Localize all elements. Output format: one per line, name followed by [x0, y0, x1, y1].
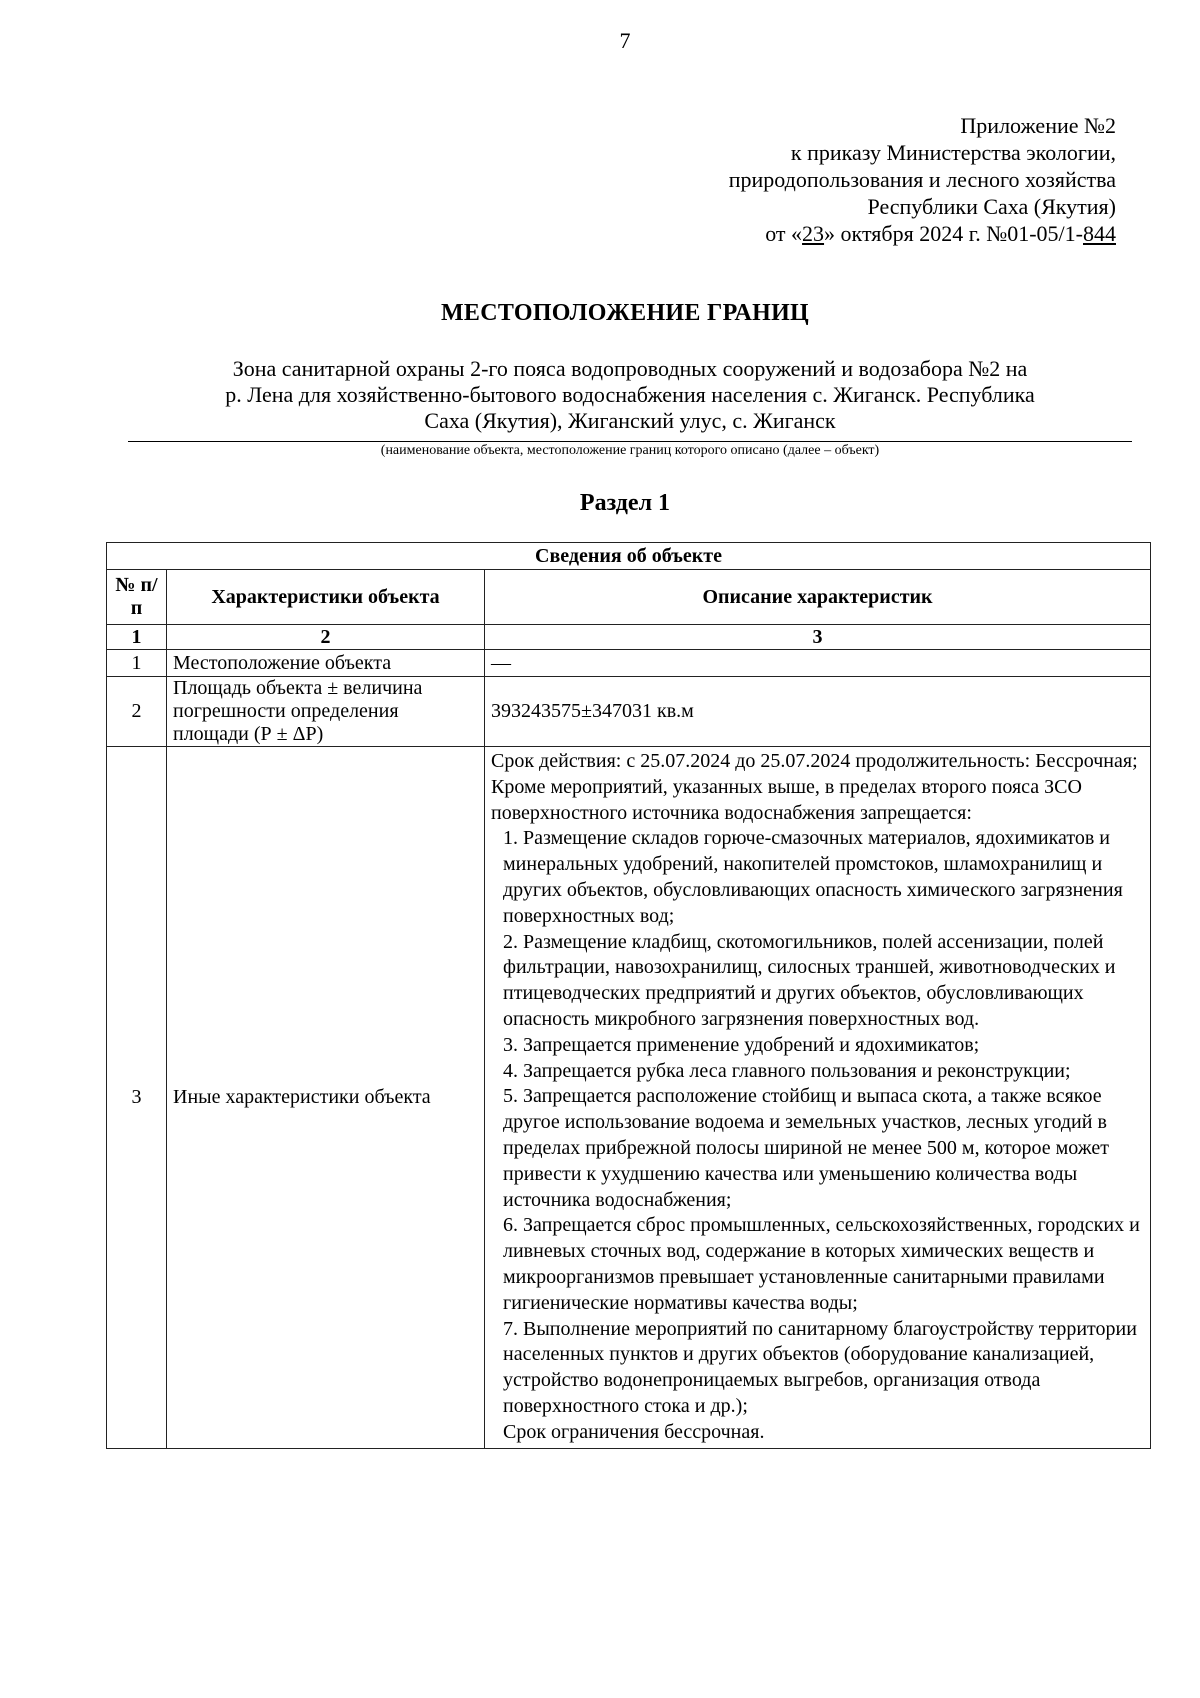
row-number: 2	[107, 677, 167, 747]
appendix-order-line	[729, 220, 1116, 247]
restriction-item: 3. Запрещается применение удобрений и ядохимикатов;	[503, 1033, 980, 1056]
restriction-item: 4. Запрещается рубка леса главного пользования и реконструкции;	[503, 1059, 1071, 1082]
restriction-item: 2. Размещение кладбищ, скотомогильников, полей ассенизации, полей фильтрации, навозохранилищ, силосных траншей, животноводческих и птицеводческих предприятий и других объектов, обусловливающих опасность микробного загрязнения поверхностных вод.	[503, 930, 1116, 1030]
document-title: МЕСТОПОЛОЖЕНИЕ ГРАНИЦ	[440, 300, 810, 326]
object-name-caption: (наименование объекта, местоположение границ которого описано (далее – объект)	[380, 443, 880, 458]
object-info-table	[106, 542, 1151, 1449]
header-characteristic: Характеристики объекта	[167, 570, 485, 625]
object-name-line: р. Лена для хозяйственно-бытового водоснабжения населения с. Жиганск. Республика	[225, 382, 1035, 407]
restriction-item: 7. Выполнение мероприятий по санитарному благоустройству территории населенных пунктов и других объектов (оборудование канализацией, устройство водонепроницаемых выгребов, организация отвода поверхностного стока и др.);	[503, 1317, 1137, 1417]
object-name-underline	[128, 441, 1132, 442]
column-index: 2	[167, 625, 485, 650]
row-number: 3	[107, 747, 167, 1449]
row-description: 393243575±347031 кв.м	[485, 677, 1151, 747]
description-intro: Срок действия: с 25.07.2024 до 25.07.2024 продолжительность: Бессрочная; Кроме мероприятий, указанных выше, в пределах второго пояса ЗСО поверхностного источника водоснабжения запрещается:	[491, 750, 1138, 824]
appendix-line: Приложение №2	[960, 113, 1116, 138]
order-date-prefix: от «	[765, 221, 803, 246]
column-index: 3	[485, 625, 1151, 650]
object-name-line: Зона санитарной охраны 2-го пояса водопроводных сооружений и водозабора №2 на	[232, 356, 1028, 381]
appendix-line: к приказу Министерства экологии,	[790, 140, 1116, 165]
row-description	[485, 747, 1151, 1449]
page-number: 7	[619, 28, 631, 53]
restriction-term: Срок ограничения бессрочная.	[503, 1420, 765, 1443]
table-row	[107, 650, 1151, 677]
column-index: 1	[107, 625, 167, 650]
order-number: 844	[1083, 221, 1116, 246]
order-day: 23	[802, 221, 825, 246]
table-row	[107, 677, 1151, 747]
appendix-header	[729, 112, 1116, 247]
table-row	[107, 747, 1151, 1449]
object-name-line: Саха (Якутия), Жиганский улус, с. Жиганск	[424, 408, 836, 433]
row-characteristic: Площадь объекта ± величина погрешности определения площади (Р ± ΔР)	[167, 677, 485, 747]
restriction-item: 6. Запрещается сброс промышленных, сельскохозяйственных, городских и ливневых сточных вод, содержание в которых химических веществ и микроорганизмов превышает установленные санитарными правилами гигиенические нормативы качества воды;	[503, 1214, 1140, 1314]
appendix-line: Республики Саха (Якутия)	[867, 194, 1116, 219]
restriction-item: 1. Размещение складов горюче-смазочных материалов, ядохимикатов и минеральных удобрений, накопителей промстоков, шламохранилищ и других объектов, обусловливающих опасность химического загрязнения поверхностных вод;	[503, 827, 1123, 927]
section-title: Раздел 1	[579, 490, 671, 516]
row-characteristic: Местоположение объекта	[167, 650, 485, 677]
header-number: № п/п	[107, 570, 167, 625]
table-caption: Сведения об объекте	[107, 543, 1151, 570]
row-number: 1	[107, 650, 167, 677]
appendix-line: природопользования и лесного хозяйства	[728, 167, 1116, 192]
row-description: —	[485, 650, 1151, 677]
header-description: Описание характеристик	[485, 570, 1151, 625]
object-name	[130, 356, 1130, 434]
order-date-middle: » октября 2024 г. №01-05/1-	[824, 221, 1083, 246]
restriction-item: 5. Запрещается расположение стойбищ и выпаса скота, а также всякое другое использование водоема и земельных участков, лесных угодий в пределах прибрежной полосы шириной не менее 500 м, которое может привести к ухудшению качества или уменьшению количества воды источника водоснабжения;	[503, 1085, 1109, 1211]
row-characteristic: Иные характеристики объекта	[167, 747, 485, 1449]
